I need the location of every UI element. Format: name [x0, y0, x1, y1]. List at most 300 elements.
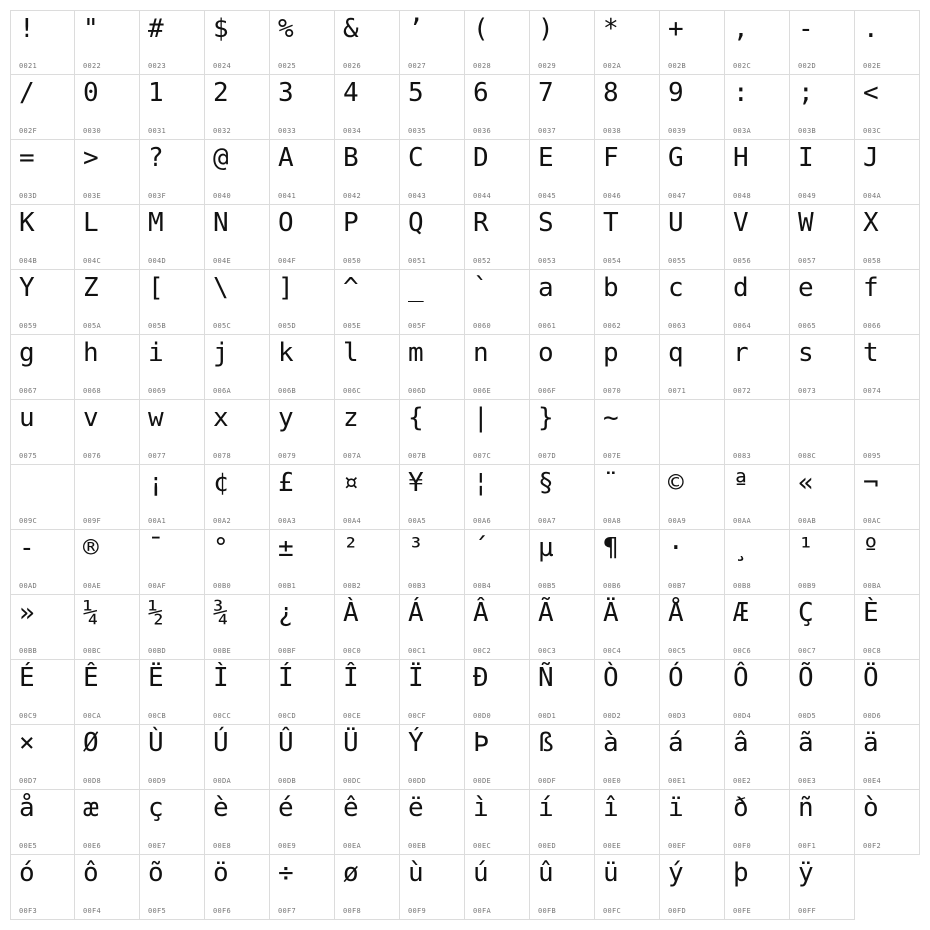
glyph-character: » — [19, 598, 35, 628]
glyph-codepoint-label: 00B1 — [278, 582, 297, 590]
glyph-codepoint-label: 00C1 — [408, 647, 427, 655]
glyph-codepoint-label: 0060 — [473, 322, 492, 330]
glyph-character: O — [278, 208, 294, 238]
glyph-codepoint-label: 00EA — [343, 842, 362, 850]
glyph-cell — [205, 10, 270, 75]
glyph-cell — [725, 75, 790, 140]
glyph-character: ü — [603, 858, 619, 888]
glyph-character: , — [733, 14, 749, 44]
glyph-codepoint-label: 00D8 — [83, 777, 102, 785]
glyph-cell — [335, 660, 400, 725]
glyph-cell — [75, 595, 140, 660]
glyph-codepoint-label: 00E6 — [83, 842, 102, 850]
glyph-character: × — [19, 728, 35, 758]
glyph-codepoint-label: 0050 — [343, 257, 362, 265]
glyph-codepoint-label: 00DA — [213, 777, 232, 785]
glyph-cell — [75, 465, 140, 530]
glyph-cell — [270, 270, 335, 335]
glyph-codepoint-label: 0031 — [148, 127, 167, 135]
glyph-cell — [530, 335, 595, 400]
glyph-cell — [530, 75, 595, 140]
glyph-codepoint-label: 00E3 — [798, 777, 817, 785]
glyph-character: b — [603, 273, 619, 303]
glyph-cell — [530, 465, 595, 530]
glyph-cell — [465, 465, 530, 530]
glyph-cell — [660, 595, 725, 660]
glyph-codepoint-label: 00AD — [19, 582, 38, 590]
glyph-codepoint-label: 00EB — [408, 842, 427, 850]
glyph-cell — [140, 140, 205, 205]
glyph-cell — [205, 725, 270, 790]
glyph-codepoint-label: 00A4 — [343, 517, 362, 525]
glyph-character: > — [83, 143, 99, 173]
glyph-codepoint-label: 00D2 — [603, 712, 622, 720]
glyph-character: & — [343, 14, 359, 44]
glyph-character: º — [863, 533, 879, 563]
glyph-cell — [400, 855, 465, 920]
glyph-codepoint-label: 00F0 — [733, 842, 752, 850]
glyph-cell — [530, 660, 595, 725]
glyph-codepoint-label: 00A3 — [278, 517, 297, 525]
glyph-cell — [270, 335, 335, 400]
glyph-codepoint-label: 00B3 — [408, 582, 427, 590]
glyph-codepoint-label: 00B4 — [473, 582, 492, 590]
glyph-codepoint-label: 00C0 — [343, 647, 362, 655]
glyph-codepoint-label: 00B9 — [798, 582, 817, 590]
glyph-cell — [205, 660, 270, 725]
glyph-cell — [270, 465, 335, 530]
glyph-cell — [75, 530, 140, 595]
glyph-cell — [140, 270, 205, 335]
glyph-character: ? — [148, 143, 164, 173]
glyph-codepoint-label: 00D9 — [148, 777, 167, 785]
glyph-character: « — [798, 468, 814, 498]
glyph-character: k — [278, 338, 294, 368]
glyph-cell — [855, 725, 920, 790]
glyph-character: a — [538, 273, 554, 303]
glyph-character: Ý — [408, 728, 424, 758]
glyph-codepoint-label: 00CF — [408, 712, 427, 720]
glyph-character: ’ — [408, 14, 424, 44]
glyph-character: ± — [278, 533, 294, 563]
glyph-cell — [205, 790, 270, 855]
glyph-character: Ö — [863, 663, 879, 693]
glyph-character: ã — [798, 728, 814, 758]
glyph-character: P — [343, 208, 359, 238]
glyph-codepoint-label: 00BE — [213, 647, 232, 655]
glyph-cell — [465, 270, 530, 335]
glyph-cell — [10, 725, 75, 790]
glyph-codepoint-label: 0058 — [863, 257, 882, 265]
glyph-character: ¹ — [798, 533, 814, 563]
glyph-codepoint-label: 0023 — [148, 62, 167, 70]
glyph-cell — [270, 10, 335, 75]
glyph-character: Õ — [798, 663, 814, 693]
glyph-codepoint-label: 002A — [603, 62, 622, 70]
glyph-cell — [855, 205, 920, 270]
glyph-cell — [75, 400, 140, 465]
glyph-character: û — [538, 858, 554, 888]
glyph-cell — [335, 725, 400, 790]
glyph-cell — [140, 205, 205, 270]
glyph-cell — [205, 205, 270, 270]
glyph-character: Ë — [148, 663, 164, 693]
glyph-character: Ù — [148, 728, 164, 758]
glyph-character: 7 — [538, 78, 554, 108]
glyph-character: N — [213, 208, 229, 238]
glyph-cell — [855, 530, 920, 595]
glyph-codepoint-label: 00B2 — [343, 582, 362, 590]
glyph-codepoint-label: 00B0 — [213, 582, 232, 590]
glyph-cell — [725, 140, 790, 205]
glyph-cell — [140, 10, 205, 75]
glyph-codepoint-label: 00F3 — [19, 907, 38, 915]
glyph-character: © — [668, 468, 684, 498]
glyph-character: ª — [733, 468, 749, 498]
glyph-codepoint-label: 00E7 — [148, 842, 167, 850]
glyph-codepoint-label: 00C8 — [863, 647, 882, 655]
glyph-codepoint-label: 006E — [473, 387, 492, 395]
glyph-cell — [465, 595, 530, 660]
glyph-character: * — [603, 14, 619, 44]
glyph-cell — [400, 400, 465, 465]
glyph-character: Û — [278, 728, 294, 758]
glyph-codepoint-label: 006F — [538, 387, 557, 395]
glyph-codepoint-label: 00ED — [538, 842, 557, 850]
glyph-codepoint-label: 0038 — [603, 127, 622, 135]
glyph-codepoint-label: 0061 — [538, 322, 557, 330]
glyph-cell — [335, 10, 400, 75]
glyph-codepoint-label: 005E — [343, 322, 362, 330]
glyph-cell — [270, 140, 335, 205]
glyph-cell — [335, 140, 400, 205]
glyph-character: I — [798, 143, 814, 173]
glyph-codepoint-label: 0039 — [668, 127, 687, 135]
glyph-character: G — [668, 143, 684, 173]
glyph-codepoint-label: 00FC — [603, 907, 622, 915]
glyph-cell — [75, 205, 140, 270]
glyph-character: Ò — [603, 663, 619, 693]
glyph-cell — [335, 465, 400, 530]
glyph-character: ÷ — [278, 858, 294, 888]
glyph-cell — [205, 75, 270, 140]
glyph-codepoint-label: 0062 — [603, 322, 622, 330]
glyph-codepoint-label: 0077 — [148, 452, 167, 460]
glyph-character: µ — [538, 533, 554, 563]
glyph-codepoint-label: 0027 — [408, 62, 427, 70]
glyph-cell — [660, 335, 725, 400]
glyph-cell — [10, 530, 75, 595]
glyph-cell — [10, 270, 75, 335]
glyph-codepoint-label: 007C — [473, 452, 492, 460]
glyph-codepoint-label: 00E2 — [733, 777, 752, 785]
glyph-codepoint-label: 0041 — [278, 192, 297, 200]
glyph-character: . — [863, 14, 879, 44]
glyph-codepoint-label: 00F2 — [863, 842, 882, 850]
glyph-character: È — [863, 598, 879, 628]
glyph-cell — [465, 660, 530, 725]
glyph-cell — [790, 75, 855, 140]
glyph-character: K — [19, 208, 35, 238]
glyph-cell — [530, 725, 595, 790]
glyph-codepoint-label: 005F — [408, 322, 427, 330]
glyph-character: A — [278, 143, 294, 173]
glyph-codepoint-label: 00A8 — [603, 517, 622, 525]
glyph-codepoint-label: 0037 — [538, 127, 557, 135]
glyph-codepoint-label: 00F9 — [408, 907, 427, 915]
glyph-character: ñ — [798, 793, 814, 823]
glyph-cell — [660, 75, 725, 140]
glyph-cell — [465, 855, 530, 920]
glyph-codepoint-label: 0051 — [408, 257, 427, 265]
glyph-codepoint-label: 00BF — [278, 647, 297, 655]
glyph-character: ¢ — [213, 468, 229, 498]
glyph-character: Í — [278, 663, 294, 693]
glyph-codepoint-label: 009C — [19, 517, 38, 525]
glyph-codepoint-label: 006D — [408, 387, 427, 395]
glyph-codepoint-label: 0067 — [19, 387, 38, 395]
glyph-codepoint-label: 0064 — [733, 322, 752, 330]
glyph-codepoint-label: 00DB — [278, 777, 297, 785]
glyph-character: õ — [148, 858, 164, 888]
glyph-codepoint-label: 00BC — [83, 647, 102, 655]
glyph-codepoint-label: 0028 — [473, 62, 492, 70]
glyph-codepoint-label: 008C — [798, 452, 817, 460]
glyph-cell — [465, 75, 530, 140]
glyph-cell — [335, 400, 400, 465]
glyph-cell — [660, 530, 725, 595]
glyph-cell — [660, 140, 725, 205]
glyph-codepoint-label: 00DC — [343, 777, 362, 785]
glyph-cell — [530, 400, 595, 465]
glyph-cell — [790, 790, 855, 855]
glyph-character: ( — [473, 14, 489, 44]
glyph-cell — [855, 75, 920, 140]
glyph-cell — [205, 400, 270, 465]
glyph-character: å — [19, 793, 35, 823]
glyph-cell — [595, 855, 660, 920]
glyph-cell — [465, 205, 530, 270]
glyph-codepoint-label: 00D6 — [863, 712, 882, 720]
glyph-character: d — [733, 273, 749, 303]
glyph-codepoint-label: 00AF — [148, 582, 167, 590]
glyph-cell — [660, 10, 725, 75]
glyph-character: ð — [733, 793, 749, 823]
glyph-character: â — [733, 728, 749, 758]
glyph-codepoint-label: 005D — [278, 322, 297, 330]
glyph-character: ù — [408, 858, 424, 888]
glyph-codepoint-label: 00D7 — [19, 777, 38, 785]
glyph-cell — [75, 660, 140, 725]
glyph-codepoint-label: 00DE — [473, 777, 492, 785]
glyph-cell — [335, 270, 400, 335]
glyph-cell — [400, 790, 465, 855]
glyph-character: ß — [538, 728, 554, 758]
glyph-character: ¥ — [408, 468, 424, 498]
glyph-codepoint-label: 00F5 — [148, 907, 167, 915]
glyph-cell — [530, 140, 595, 205]
glyph-character: 6 — [473, 78, 489, 108]
glyph-cell — [530, 205, 595, 270]
glyph-codepoint-label: 00FD — [668, 907, 687, 915]
glyph-cell — [400, 725, 465, 790]
glyph-cell — [660, 660, 725, 725]
glyph-character: ¦ — [473, 468, 489, 498]
glyph-cell — [660, 270, 725, 335]
glyph-codepoint-label: 00EF — [668, 842, 687, 850]
glyph-cell — [205, 335, 270, 400]
glyph-codepoint-label: 00EC — [473, 842, 492, 850]
glyph-codepoint-label: 00BB — [19, 647, 38, 655]
glyph-character: ì — [473, 793, 489, 823]
glyph-cell — [725, 790, 790, 855]
glyph-codepoint-label: 00A9 — [668, 517, 687, 525]
glyph-cell — [10, 465, 75, 530]
glyph-cell — [140, 75, 205, 140]
glyph-cell — [660, 465, 725, 530]
glyph-character: Ì — [213, 663, 229, 693]
glyph-cell — [465, 140, 530, 205]
glyph-cell — [335, 530, 400, 595]
glyph-character: r — [733, 338, 749, 368]
glyph-cell — [205, 465, 270, 530]
glyph-character: e — [798, 273, 814, 303]
glyph-codepoint-label: 00F4 — [83, 907, 102, 915]
glyph-character: L — [83, 208, 99, 238]
glyph-character: q — [668, 338, 684, 368]
glyph-character: ø — [343, 858, 359, 888]
glyph-cell — [725, 855, 790, 920]
glyph-cell — [270, 530, 335, 595]
glyph-grid — [10, 10, 920, 920]
glyph-codepoint-label: 0056 — [733, 257, 752, 265]
glyph-character: Ð — [473, 663, 489, 693]
glyph-character: X — [863, 208, 879, 238]
glyph-codepoint-label: 003E — [83, 192, 102, 200]
glyph-character: Ï — [408, 663, 424, 693]
glyph-codepoint-label: 00E5 — [19, 842, 38, 850]
glyph-codepoint-label: 0072 — [733, 387, 752, 395]
glyph-codepoint-label: 00A2 — [213, 517, 232, 525]
glyph-codepoint-label: 0043 — [408, 192, 427, 200]
glyph-cell — [10, 855, 75, 920]
glyph-character: · — [668, 533, 684, 563]
glyph-codepoint-label: 0076 — [83, 452, 102, 460]
glyph-cell — [140, 725, 205, 790]
glyph-character: C — [408, 143, 424, 173]
glyph-cell — [140, 660, 205, 725]
glyph-character: § — [538, 468, 554, 498]
glyph-cell — [75, 140, 140, 205]
glyph-codepoint-label: 00B7 — [668, 582, 687, 590]
glyph-cell — [855, 140, 920, 205]
glyph-codepoint-label: 0070 — [603, 387, 622, 395]
glyph-codepoint-label: 0073 — [798, 387, 817, 395]
glyph-character: } — [538, 403, 554, 433]
glyph-character: ê — [343, 793, 359, 823]
glyph-character: ~ — [603, 403, 619, 433]
glyph-cell — [855, 595, 920, 660]
glyph-codepoint-label: 004C — [83, 257, 102, 265]
glyph-cell — [660, 725, 725, 790]
glyph-cell — [75, 75, 140, 140]
glyph-codepoint-label: 0026 — [343, 62, 362, 70]
glyph-cell — [725, 530, 790, 595]
glyph-cell — [335, 205, 400, 270]
glyph-character: t — [863, 338, 879, 368]
glyph-codepoint-label: 00E4 — [863, 777, 882, 785]
glyph-cell — [530, 595, 595, 660]
glyph-codepoint-label: 00F1 — [798, 842, 817, 850]
glyph-codepoint-label: 0033 — [278, 127, 297, 135]
glyph-character: ¤ — [343, 468, 359, 498]
glyph-cell — [725, 465, 790, 530]
glyph-codepoint-label: 0035 — [408, 127, 427, 135]
glyph-cell — [595, 465, 660, 530]
glyph-cell — [660, 205, 725, 270]
glyph-character: è — [213, 793, 229, 823]
glyph-cell — [400, 335, 465, 400]
glyph-cell — [855, 790, 920, 855]
glyph-codepoint-label: 00E9 — [278, 842, 297, 850]
glyph-codepoint-label: 002C — [733, 62, 752, 70]
glyph-character: : — [733, 78, 749, 108]
glyph-cell — [725, 205, 790, 270]
glyph-cell — [205, 855, 270, 920]
glyph-codepoint-label: 00F6 — [213, 907, 232, 915]
glyph-codepoint-label: 00C4 — [603, 647, 622, 655]
glyph-character: | — [473, 403, 489, 433]
glyph-codepoint-label: 00D3 — [668, 712, 687, 720]
glyph-codepoint-label: 0021 — [19, 62, 38, 70]
glyph-character: ç — [148, 793, 164, 823]
glyph-character: / — [19, 78, 35, 108]
glyph-cell — [465, 530, 530, 595]
glyph-character: - — [798, 14, 814, 44]
glyph-codepoint-label: 00A7 — [538, 517, 557, 525]
glyph-codepoint-label: 00DF — [538, 777, 557, 785]
glyph-codepoint-label: 00A6 — [473, 517, 492, 525]
glyph-character: Ã — [538, 598, 554, 628]
glyph-character: s — [798, 338, 814, 368]
glyph-character: Ä — [603, 598, 619, 628]
glyph-cell — [10, 10, 75, 75]
glyph-cell — [140, 530, 205, 595]
glyph-character: ¯ — [148, 533, 164, 563]
glyph-character: æ — [83, 793, 99, 823]
glyph-codepoint-label: 0054 — [603, 257, 622, 265]
glyph-cell — [790, 530, 855, 595]
glyph-character: _ — [408, 273, 424, 303]
glyph-codepoint-label: 0040 — [213, 192, 232, 200]
glyph-character: î — [603, 793, 619, 823]
glyph-codepoint-label: 0075 — [19, 452, 38, 460]
glyph-codepoint-label: 00BD — [148, 647, 167, 655]
glyph-codepoint-label: 00D5 — [798, 712, 817, 720]
glyph-cell — [75, 270, 140, 335]
glyph-codepoint-label: 00E0 — [603, 777, 622, 785]
glyph-codepoint-label: 0046 — [603, 192, 622, 200]
glyph-codepoint-label: 009F — [83, 517, 102, 525]
glyph-cell — [270, 725, 335, 790]
glyph-character: ) — [538, 14, 554, 44]
glyph-character: ! — [19, 14, 35, 44]
glyph-character: x — [213, 403, 229, 433]
glyph-character: Ü — [343, 728, 359, 758]
glyph-character: F — [603, 143, 619, 173]
glyph-codepoint-label: 00CD — [278, 712, 297, 720]
glyph-codepoint-label: 0078 — [213, 452, 232, 460]
